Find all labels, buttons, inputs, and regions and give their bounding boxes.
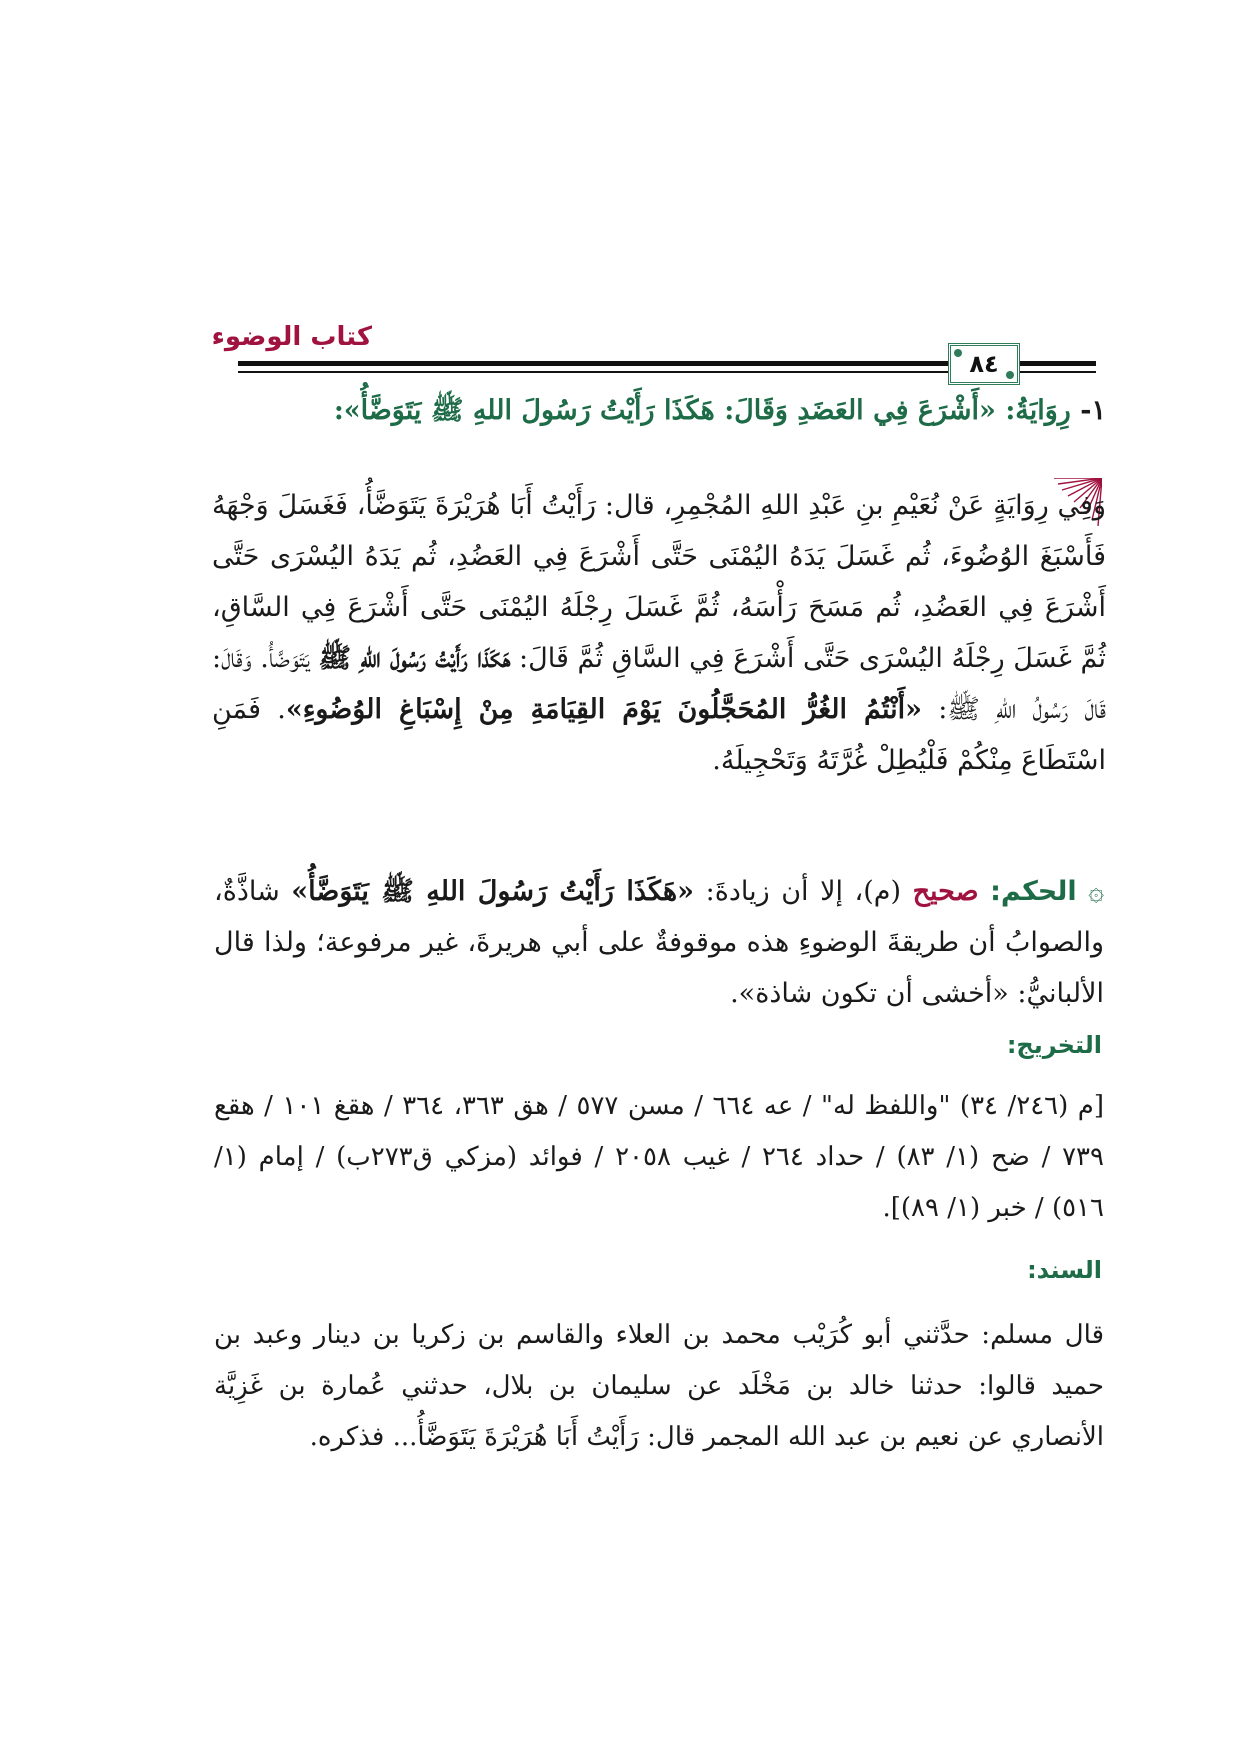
running-head-title: كتاب الوضوء	[211, 322, 372, 352]
page-number-badge	[948, 343, 1020, 385]
hadith-part-1: وَفِي رِوَايَةٍ عَنْ نُعَيْمِ بنِ عَبْدِ اللهِ المُجْمِرِ، قال: رَأَيْتُ أَبَا هُرَيْرَةَ يَتَوَضَّأُ، فَغَسَلَ وَجْهَهُ فَأَسْبَغَ الوُضُوءَ، ثُم غَسَلَ يَدَهُ اليُمْنَى حَتَّى أَشْرَعَ فِي العَضُدِ، ثُم يَدَهُ اليُسْرَى حَتَّى أَشْرَعَ فِي العَضُدِ، ثُم مَسَحَ رَأْسَهُ، ثُمَّ غَسَلَ رِجْلَهُ اليُمْنَى حَتَّى أَشْرَعَ فِي السَّاقِ، ثُمَّ غَسَلَ رِجْلَهُ اليُسْرَى حَتَّى أَشْرَعَ فِي السَّاقِ ثُمَّ قَالَ:	[212, 490, 1106, 674]
ruling-label: الحكم:	[990, 876, 1077, 907]
ruling-part-1: (م)، إلا أن زيادةَ:	[694, 876, 913, 907]
flower-icon: ۞	[1088, 876, 1105, 907]
hadith-part-3: . فَمَنِ اسْتَطَاعَ مِنْكُمْ فَلْيُطِلْ غُرَّتَهُ وَتَحْجِيلَهُ.	[212, 694, 1106, 776]
variant-heading	[206, 393, 1106, 433]
sanad-text: قال مسلم: حدَّثني أبو كُرَيْب محمد بن العلاء والقاسم بن زكريا بن دينار وعبد بن حميد قالوا: حدثنا خالد بن مَخْلَد عن سليمان بن بلال، حدثني عُمارة بن غَزِيَّة الأنصاري عن نعيم بن عبد الله المجمر قال: رَأَيْتُ أَبَا هُرَيْرَةَ يَتَوَضَّأُ... فذكره.	[214, 1320, 1104, 1452]
takhrij-title: التخريج:	[1006, 1031, 1102, 1059]
ruling-verdict: صحيح	[912, 876, 979, 907]
hadith-part-2: يَتَوَضَّأُ. وَقَالَ: قَالَ رَسُولُ اللهِ ﷺ:	[212, 643, 1107, 725]
hadith-text	[212, 480, 1106, 786]
page-number: ٨٤	[969, 350, 999, 378]
variant-number: ١-	[1080, 395, 1106, 426]
hadith-bold-2: «أَنْتُمُ الغُرُّ المُحَجَّلُونَ يَوْمَ القِيَامَةِ مِنْ إِسْبَاغِ الوُضُوءِ»	[285, 694, 923, 725]
variant-label: رِوَايَةُ:	[1005, 395, 1071, 426]
takhrij-text: [م (٢٤٦/ ٣٤) "واللفظ له" / عه ٦٦٤ / مسن ٥٧٧ / هق ٣٦٣، ٣٦٤ / هقغ ١٠١ / هقع ٧٣٩ / ضح (١/ ٨٣) / حداد ٢٦٤ / غيب ٢٠٥٨ / فوائد (مزكي ق٢٧٣ب) / إمام (١/ ٥١٦) / خبر (١/ ٨٩)].	[214, 1091, 1104, 1223]
ruling-bold: «هَكَذَا رَأَيْتُ رَسُولَ اللهِ ﷺ يَتَوَضَّأُ»	[291, 876, 695, 907]
ruling-part-2: شاذَّةٌ، والصوابُ أن طريقةَ الوضوءِ هذه موقوفةٌ على أبي هريرةَ، غير مرفوعة؛ ولذا قال الألبانيُّ: «أخشى أن تكون شاذة».	[214, 876, 1104, 1009]
variant-quote: «أَشْرَعَ فِي العَضَدِ وَقَالَ: هَكَذَا رَأَيْتُ رَسُولَ اللهِ ﷺ يَتَوَضَّأُ»:	[333, 395, 996, 426]
hadith-paragraph	[212, 480, 1106, 786]
sanad-title: السند:	[1027, 1256, 1102, 1284]
ruling-paragraph	[214, 866, 1104, 1019]
hadith-bold-1: هَكَذَا رَأَيْتُ رَسُولَ اللهِ ﷺ	[318, 643, 511, 674]
